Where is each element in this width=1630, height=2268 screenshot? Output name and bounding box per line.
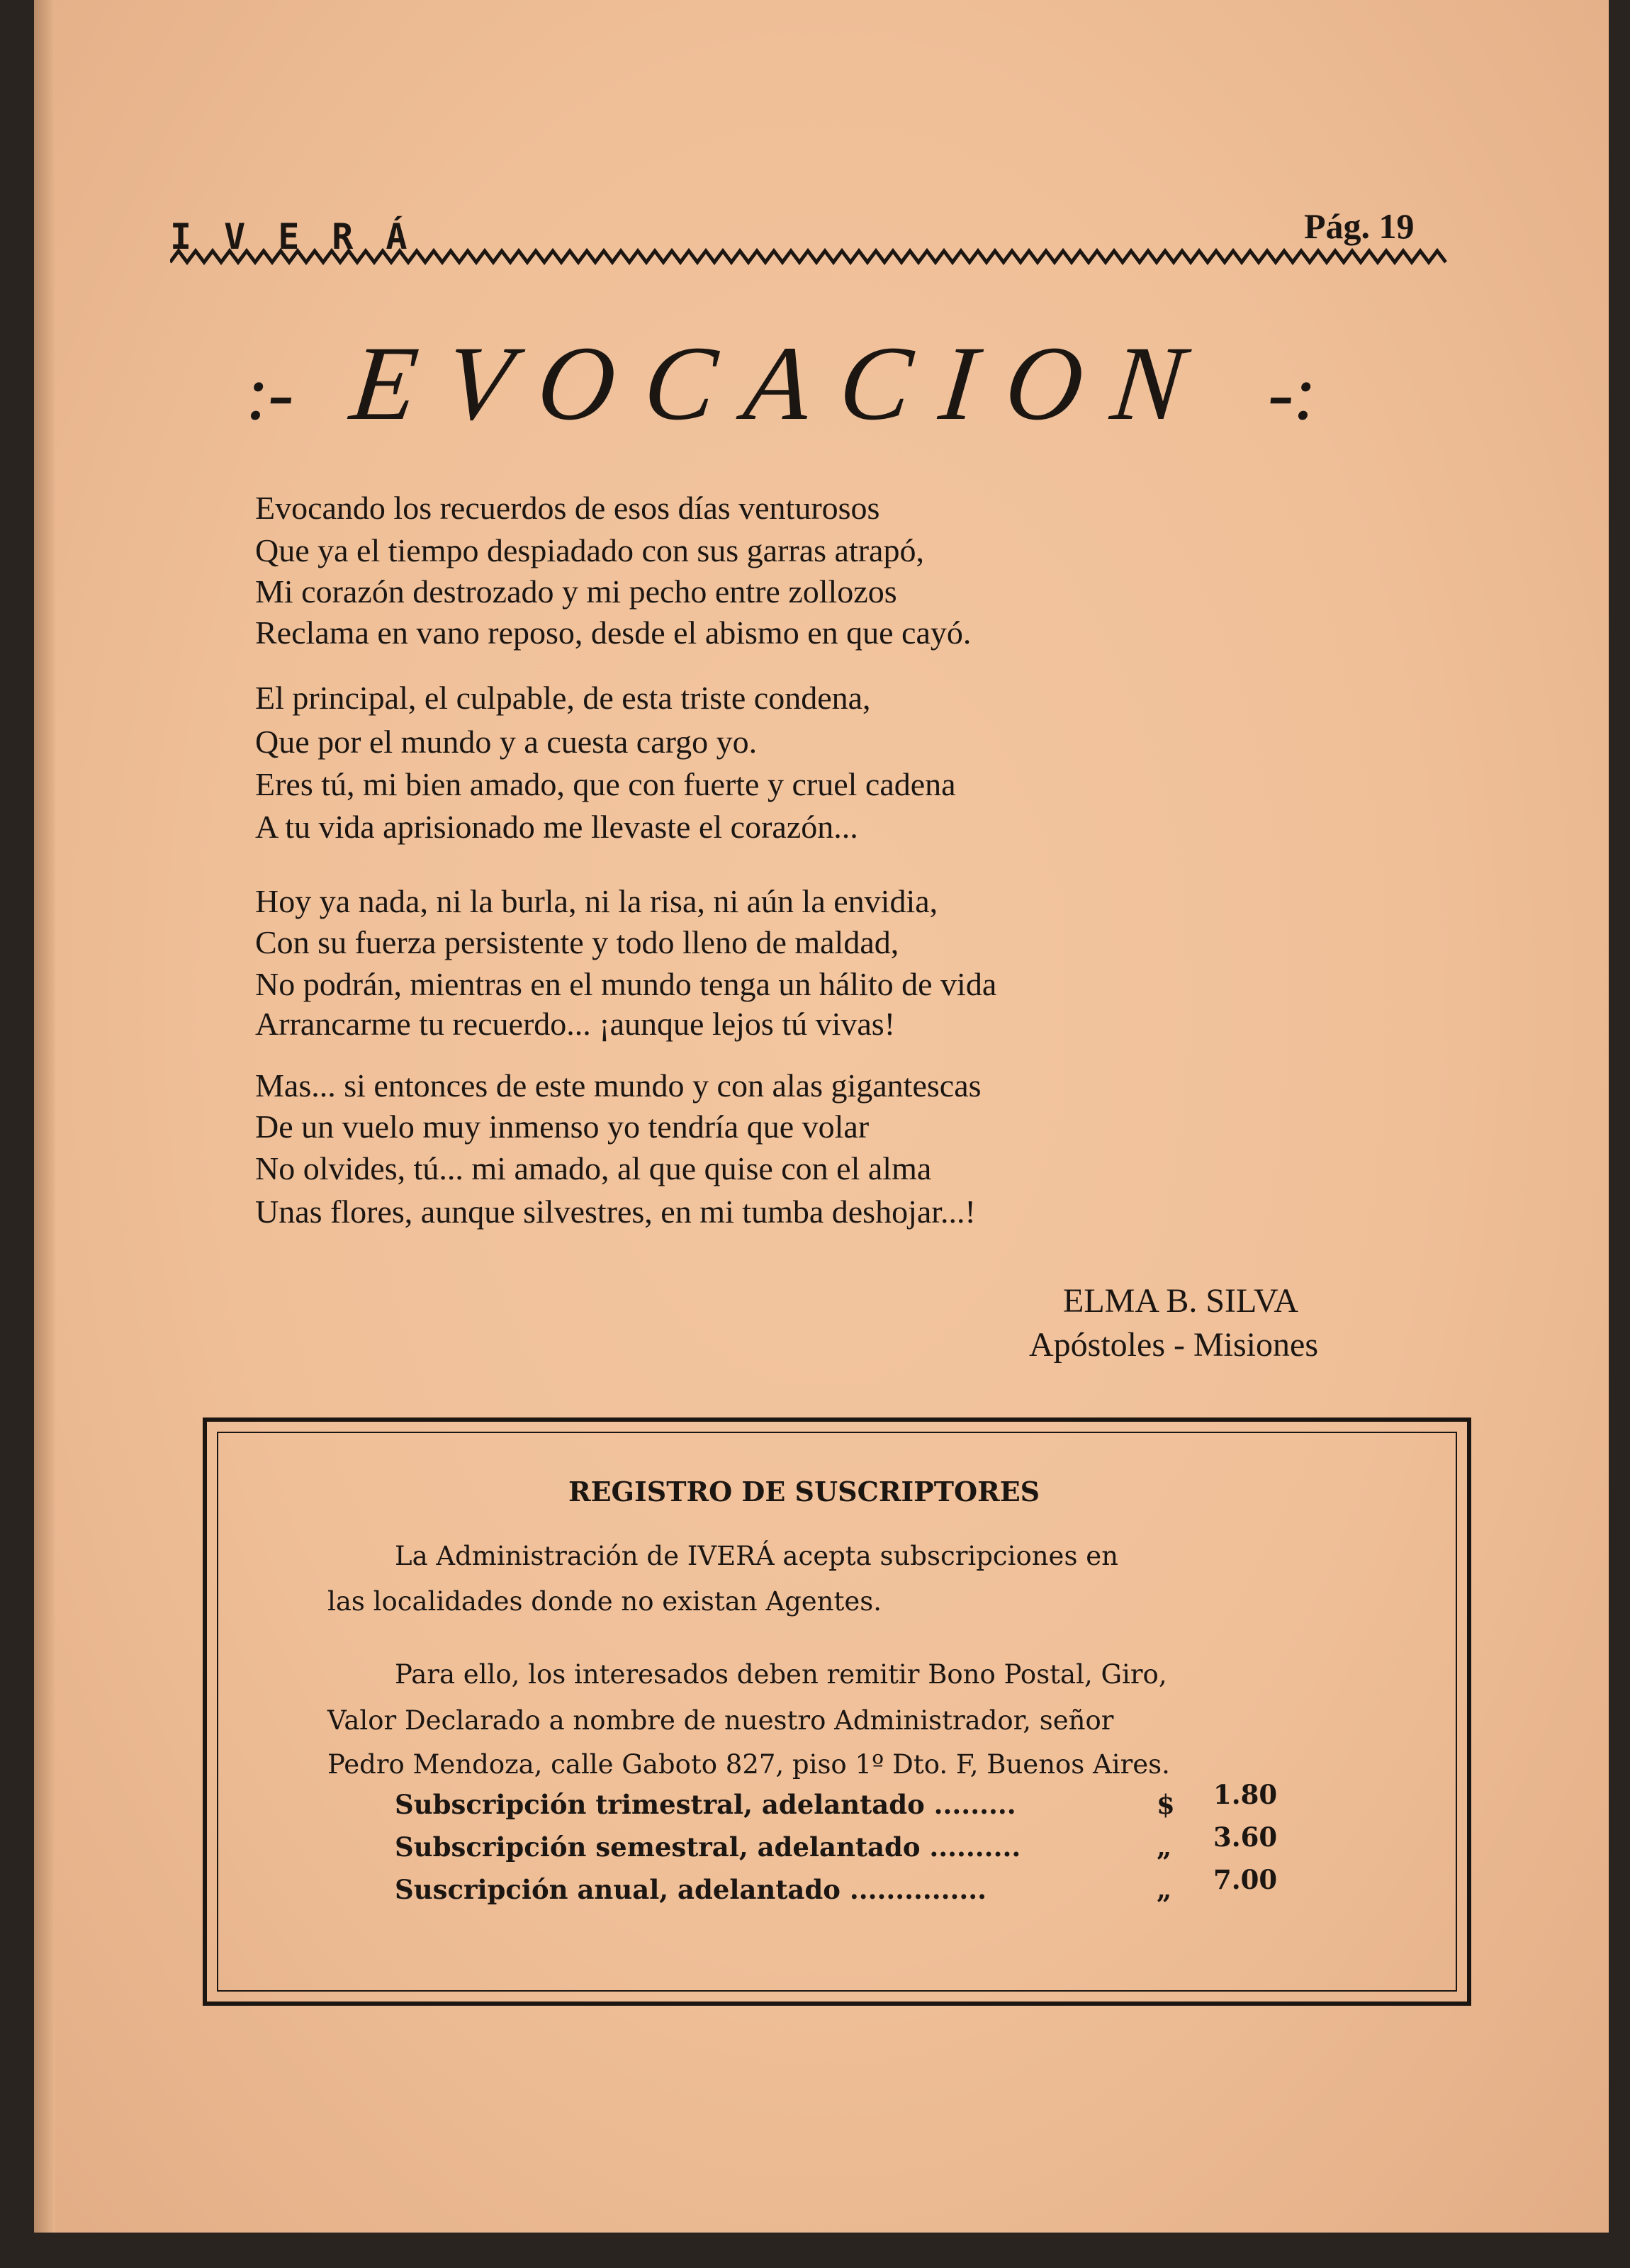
poem-line: Unas flores, aunque silvestres, en mi tumba deshojar...! bbox=[255, 1194, 976, 1230]
poem-line: Que por el mundo y a cuesta cargo yo. bbox=[255, 724, 758, 760]
poem-line: No podrán, mientras en el mundo tenga un hálito de vida bbox=[255, 966, 997, 1002]
registro-p2-line: Valor Declarado a nombre de nuestro Administrador, señor bbox=[327, 1705, 1114, 1736]
poem-title bbox=[242, 322, 1324, 444]
price-symbol: „ bbox=[1157, 1831, 1172, 1863]
registro-p2-line: Para ello, los interesados deben remitir Bono Postal, Giro, bbox=[395, 1659, 1167, 1690]
title-ornament-right: -: bbox=[1264, 349, 1321, 436]
poem-line: Arrancarme tu recuerdo... ¡aunque lejos tú vivas! bbox=[255, 1006, 896, 1042]
price-label: Subscripción trimestral, adelantado ......... bbox=[395, 1789, 1016, 1820]
poem-line: No olvides, tú... mi amado, al que quise con el alma bbox=[255, 1150, 932, 1186]
price-label: Subscripción semestral, adelantado .......... bbox=[395, 1831, 1021, 1863]
poem-line: Reclama en vano reposo, desde el abismo en que cayó. bbox=[255, 614, 972, 651]
page-gutter-shadow bbox=[34, 0, 55, 2233]
price-symbol: „ bbox=[1157, 1874, 1172, 1905]
poem-line: A tu vida aprisionado me llevaste el corazón... bbox=[255, 809, 858, 845]
registro-p1-line: La Administración de IVERÁ acepta subscripciones en bbox=[395, 1541, 1118, 1571]
poem-line: Evocando los recuerdos de esos días venturosos bbox=[255, 490, 880, 526]
price-symbol: $ bbox=[1157, 1789, 1175, 1820]
poem-line: Hoy ya nada, ni la burla, ni la risa, ni aún la envidia, bbox=[255, 883, 938, 919]
masthead: IVERÁ bbox=[170, 216, 440, 257]
poem-line: Que ya el tiempo despiadado con sus garras atrapó, bbox=[255, 532, 924, 568]
registro-p2-line: Pedro Mendoza, calle Gaboto 827, piso 1º Dto. F, Buenos Aires. bbox=[327, 1749, 1170, 1780]
registro-heading: REGISTRO DE SUSCRIPTORES bbox=[568, 1476, 1040, 1508]
price-value: 1.80 bbox=[1213, 1779, 1278, 1810]
poem-line: Eres tú, mi bien amado, que con fuerte y cruel cadena bbox=[255, 766, 956, 802]
price-value: 7.00 bbox=[1213, 1864, 1278, 1895]
subscription-box bbox=[203, 1418, 1471, 2006]
registro-p1-line: las localidades donde no existan Agentes. bbox=[327, 1586, 882, 1617]
price-label: Suscripción anual, adelantado ............... bbox=[395, 1874, 987, 1905]
poem-place: Apóstoles - Misiones bbox=[1029, 1326, 1318, 1364]
poem-author: ELMA B. SILVA bbox=[1063, 1282, 1299, 1320]
poem-line: Con su fuerza persistente y todo lleno de maldad, bbox=[255, 924, 899, 960]
poem-line: Mi corazón destrozado y mi pecho entre zollozos bbox=[255, 573, 897, 610]
title-ornament-left: :- bbox=[242, 349, 300, 436]
title-text: EVOCACION bbox=[345, 325, 1220, 442]
poem-line: El principal, el culpable, de esta triste condena, bbox=[255, 680, 871, 716]
poem-line: De un vuelo muy inmenso yo tendría que volar bbox=[255, 1108, 870, 1145]
zigzag-rule bbox=[170, 248, 1453, 265]
poem-line: Mas... si entonces de este mundo y con alas gigantescas bbox=[255, 1067, 982, 1104]
page-number: Pág. 19 bbox=[1304, 206, 1415, 246]
price-value: 3.60 bbox=[1213, 1821, 1278, 1853]
